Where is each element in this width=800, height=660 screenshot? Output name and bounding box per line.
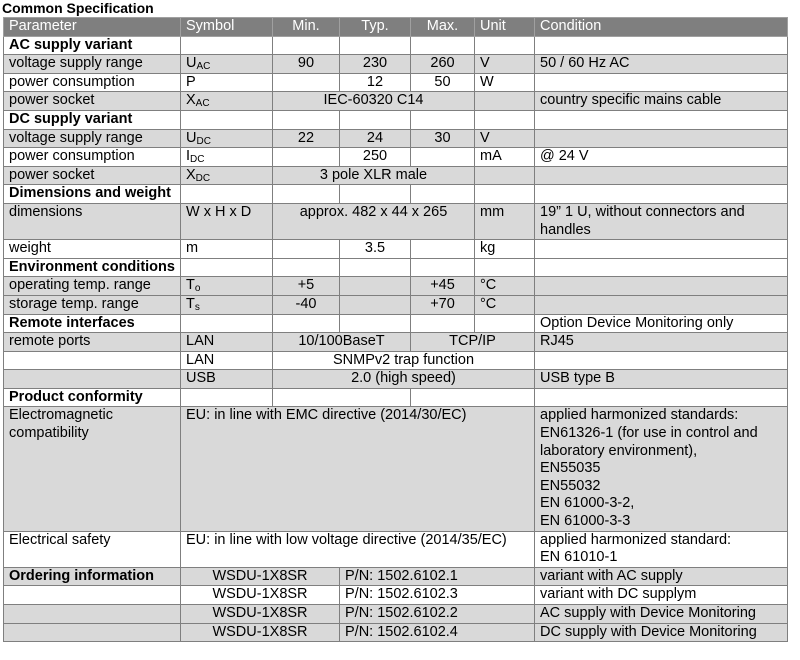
- model-cell: WSDU-1X8SR: [181, 567, 340, 586]
- table-row: [4, 166, 788, 185]
- typ-cell: 12: [340, 73, 411, 92]
- max-cell: +45: [411, 277, 475, 296]
- header-min: Min.: [273, 18, 340, 37]
- description-cell: variant with DC supplym: [535, 586, 788, 605]
- unit-cell: °C: [475, 295, 535, 314]
- table-row: [4, 531, 788, 567]
- param-cell: power socket: [4, 166, 181, 185]
- header-max: Max.: [411, 18, 475, 37]
- table-row: [4, 55, 788, 74]
- table-row: [4, 586, 788, 605]
- symbol-cell: $T_s$: [181, 295, 273, 314]
- table-row: [4, 277, 788, 296]
- symbol-cell: $T_o$: [181, 277, 273, 296]
- section-environment: [4, 258, 788, 277]
- table-row: [4, 203, 788, 239]
- value-cell: approx. 482 x 44 x 265: [273, 203, 475, 239]
- symbol-cell: $U_{AC}$: [181, 55, 273, 74]
- table-row: [4, 623, 788, 642]
- model-cell: WSDU-1X8SR: [181, 586, 340, 605]
- max-cell: 50: [411, 73, 475, 92]
- table-row: [4, 73, 788, 92]
- value-cell: SNMPv2 trap function: [273, 351, 535, 370]
- symbol-cell: $U_{DC}$: [181, 129, 273, 148]
- table-row: [4, 351, 788, 370]
- symbol-cell: W x H x D: [181, 203, 273, 239]
- param-cell: remote ports: [4, 333, 181, 352]
- condition-cell: Option Device Monitoring only: [535, 314, 788, 333]
- min-cell: +5: [273, 277, 340, 296]
- param-cell: voltage supply range: [4, 55, 181, 74]
- symbol-cell: LAN: [181, 333, 273, 352]
- symbol-cell: P: [181, 73, 273, 92]
- condition-cell: country specific mains cable: [535, 92, 788, 111]
- description-cell: AC supply with Device Monitoring: [535, 605, 788, 624]
- section-product-conformity: [4, 388, 788, 407]
- min-cell: -40: [273, 295, 340, 314]
- param-cell: power consumption: [4, 148, 181, 167]
- unit-cell: °C: [475, 277, 535, 296]
- value-cell: 3 pole XLR male: [273, 166, 475, 185]
- section-heading: Product conformity: [4, 388, 181, 407]
- table-row: [4, 129, 788, 148]
- param-cell: dimensions: [4, 203, 181, 239]
- min-cell: 90: [273, 55, 340, 74]
- header-typ: Typ.: [340, 18, 411, 37]
- section-ac-supply: [4, 36, 788, 55]
- unit-cell: V: [475, 55, 535, 74]
- max-cell: 30: [411, 129, 475, 148]
- header-unit: Unit: [475, 18, 535, 37]
- symbol-cell: LAN: [181, 351, 273, 370]
- header-parameter: Parameter: [4, 18, 181, 37]
- condition-cell: applied harmonized standard: EN 61010-1: [535, 531, 788, 567]
- description-cell: DC supply with Device Monitoring: [535, 623, 788, 642]
- table-row: [4, 333, 788, 352]
- condition-cell: USB type B: [535, 370, 788, 389]
- part-number-cell: P/N: 1502.6102.1: [340, 567, 535, 586]
- symbol-cell: $X_{DC}$: [181, 166, 273, 185]
- param-cell: Electromagnetic compatibility: [4, 407, 181, 531]
- value-cell: IEC-60320 C14: [273, 92, 475, 111]
- symbol-cell: $I_{DC}$: [181, 148, 273, 167]
- table-row: [4, 240, 788, 259]
- symbol-cell: m: [181, 240, 273, 259]
- max-cell: +70: [411, 295, 475, 314]
- typ-cell: 3.5: [340, 240, 411, 259]
- min-cell: 22: [273, 129, 340, 148]
- description-cell: EU: in line with low voltage directive (2014/35/EC): [181, 531, 535, 567]
- unit-cell: kg: [475, 240, 535, 259]
- part-number-cell: P/N: 1502.6102.3: [340, 586, 535, 605]
- section-heading: DC supply variant: [4, 110, 181, 129]
- symbol-cell: $X_{AC}$: [181, 92, 273, 111]
- part-number-cell: P/N: 1502.6102.4: [340, 623, 535, 642]
- section-heading: Remote interfaces: [4, 314, 181, 333]
- param-cell: operating temp. range: [4, 277, 181, 296]
- unit-cell: mA: [475, 148, 535, 167]
- header-symbol: Symbol: [181, 18, 273, 37]
- typ-cell: 24: [340, 129, 411, 148]
- condition-cell: RJ45: [535, 333, 788, 352]
- section-heading: Environment conditions: [4, 258, 181, 277]
- header-row: [4, 18, 788, 37]
- section-dc-supply: [4, 110, 788, 129]
- section-heading: Ordering information: [4, 567, 181, 586]
- part-number-cell: P/N: 1502.6102.2: [340, 605, 535, 624]
- description-cell: variant with AC supply: [535, 567, 788, 586]
- symbol-cell: USB: [181, 370, 273, 389]
- table-row: [4, 92, 788, 111]
- model-cell: WSDU-1X8SR: [181, 623, 340, 642]
- section-heading: AC supply variant: [4, 36, 181, 55]
- description-cell: EU: in line with EMC directive (2014/30/EC): [181, 407, 535, 531]
- table-row: [4, 148, 788, 167]
- table-row: [4, 370, 788, 389]
- param-cell: Electrical safety: [4, 531, 181, 567]
- section-remote-interfaces: [4, 314, 788, 333]
- condition-cell: @ 24 V: [535, 148, 788, 167]
- param-cell: voltage supply range: [4, 129, 181, 148]
- unit-cell: mm: [475, 203, 535, 239]
- page-title: Common Specification: [2, 0, 154, 16]
- table-row: [4, 605, 788, 624]
- param-cell: storage temp. range: [4, 295, 181, 314]
- header-condition: Condition: [535, 18, 788, 37]
- param-cell: power socket: [4, 92, 181, 111]
- param-cell: weight: [4, 240, 181, 259]
- condition-cell: 50 / 60 Hz AC: [535, 55, 788, 74]
- typ-cell: 230: [340, 55, 411, 74]
- value-cell: 2.0 (high speed): [273, 370, 535, 389]
- value-cell: 10/100BaseT: [273, 333, 411, 352]
- section-dimensions: [4, 185, 788, 204]
- unit-cell: V: [475, 129, 535, 148]
- specification-table: [3, 17, 788, 642]
- max-cell: 260: [411, 55, 475, 74]
- table-row: [4, 407, 788, 531]
- table-row: [4, 295, 788, 314]
- value-cell: TCP/IP: [411, 333, 535, 352]
- model-cell: WSDU-1X8SR: [181, 605, 340, 624]
- section-heading: Dimensions and weight: [4, 185, 181, 204]
- condition-cell: applied harmonized standards: EN61326-1 (for use in control and laboratory environment), EN55035 EN55032 EN 61000-3-2, EN 61000-3-3: [535, 407, 788, 531]
- condition-cell: 19” 1 U, without connectors and handles: [535, 203, 788, 239]
- param-cell: power consumption: [4, 73, 181, 92]
- table-row: [4, 567, 788, 586]
- unit-cell: W: [475, 73, 535, 92]
- typ-cell: 250: [340, 148, 411, 167]
